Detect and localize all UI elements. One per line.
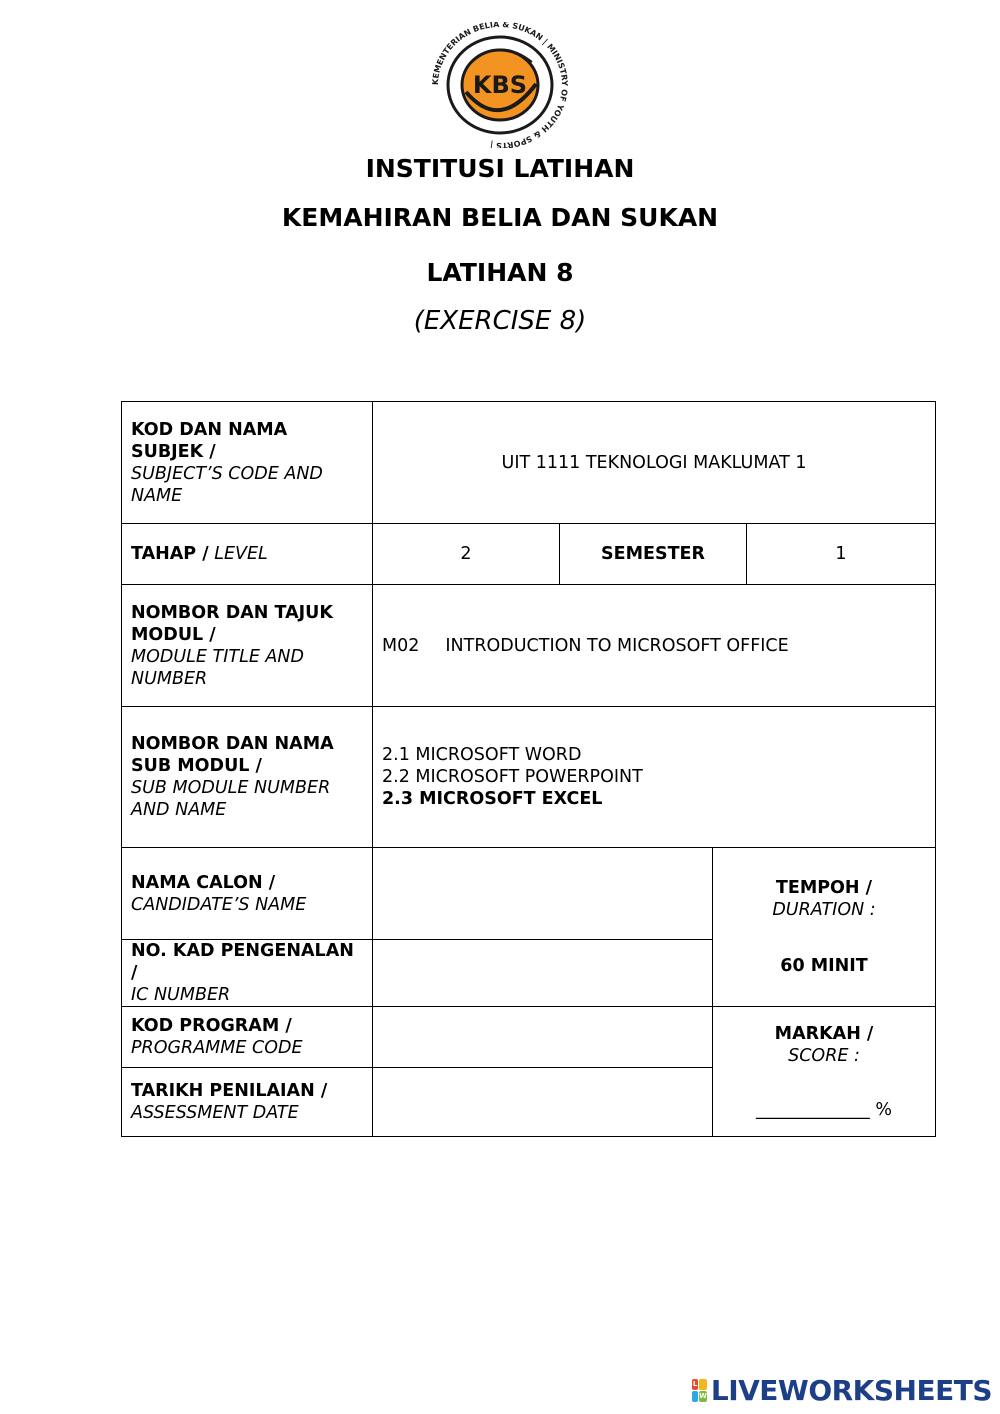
subject-label-en: SUBJECT’S CODE AND NAME — [131, 463, 323, 506]
module-label: NOMBOR DAN TAJUK MODUL / — [131, 602, 333, 645]
candidate-label-en: CANDIDATE’S NAME — [131, 894, 307, 915]
program-row — [122, 1007, 936, 1068]
date-label-en: ASSESSMENT DATE — [131, 1103, 299, 1123]
module-value-cell — [373, 585, 936, 707]
level-row — [122, 524, 936, 585]
score-unit: % — [875, 1099, 892, 1120]
score-cell — [713, 1007, 936, 1137]
date-label: TARIKH PENILAIAN / — [131, 1081, 328, 1101]
ic-label-cell — [122, 940, 373, 1007]
date-label-cell — [122, 1068, 373, 1137]
duration-label-en: DURATION : — [772, 900, 876, 920]
level-label-cell — [122, 524, 373, 585]
program-label: KOD PROGRAM / — [131, 1016, 292, 1036]
kbs-logo-text: KBS — [472, 71, 528, 99]
module-label-en: MODULE TITLE AND NUMBER — [131, 646, 304, 689]
institution-title: INSTITUSI LATIHAN — [365, 154, 635, 183]
submodule-row — [122, 707, 936, 848]
exercise-title: LATIHAN 8 — [426, 258, 574, 287]
kbs-logo — [424, 22, 576, 148]
program-code-field[interactable] — [373, 1007, 713, 1068]
ic-label-en: IC NUMBER — [131, 985, 231, 1005]
assessment-date-field[interactable] — [373, 1068, 713, 1137]
ic-label: NO. KAD PENGENALAN / — [131, 941, 354, 983]
lw-icon-letter-w: W — [699, 1392, 707, 1400]
program-label-cell — [122, 1007, 373, 1068]
score-label: MARKAH / — [774, 1023, 874, 1044]
module-title: INTRODUCTION TO MICROSOFT OFFICE — [445, 635, 789, 656]
module-row — [122, 585, 936, 707]
lw-icon-letter-l: L — [692, 1380, 698, 1388]
candidate-name-field[interactable] — [373, 848, 713, 940]
submodule-label-en: SUB MODULE NUMBER AND NAME — [131, 778, 331, 820]
submodule-label-cell — [122, 707, 373, 848]
candidate-label-cell — [122, 848, 373, 940]
subject-label: KOD DAN NAMA SUBJEK / — [131, 419, 288, 462]
module-label-cell — [122, 585, 373, 707]
submodule-label: NOMBOR DAN NAMA SUB MODUL / — [131, 734, 334, 776]
kbs-ring-text: KEMENTERIAN BELIA & SUKAN | MINISTRY OF YOUTH & SPORTS | — [430, 22, 570, 148]
candidate-row — [122, 848, 936, 940]
program-label-en: PROGRAMME CODE — [131, 1038, 303, 1058]
exercise-info-table — [121, 401, 936, 1137]
exercise-subtitle: (EXERCISE 8) — [413, 306, 587, 336]
score-blank[interactable]: _____________ — [756, 1099, 870, 1120]
duration-value: 60 MINIT — [780, 956, 868, 976]
submodule-list — [373, 707, 936, 848]
liveworksheets-text: LIVEWORKSHEETS — [710, 1373, 992, 1407]
semester-value: 1 — [747, 524, 936, 585]
subject-label-cell — [122, 402, 373, 524]
liveworksheets-watermark — [692, 1372, 992, 1408]
institution-subtitle: KEMAHIRAN BELIA DAN SUKAN — [281, 203, 719, 232]
submodule-item: 2.1 MICROSOFT WORD — [382, 745, 582, 765]
submodule-item: 2.2 MICROSOFT POWERPOINT — [382, 767, 643, 787]
duration-cell — [713, 848, 936, 1007]
level-label: TAHAP / — [131, 544, 209, 564]
subject-value: UIT 1111 TEKNOLOGI MAKLUMAT 1 — [373, 402, 936, 524]
semester-label: SEMESTER — [560, 524, 747, 585]
level-label-en: LEVEL — [214, 544, 268, 564]
subject-row — [122, 402, 936, 524]
module-code: M02 — [382, 635, 420, 656]
ic-number-field[interactable] — [373, 940, 713, 1007]
level-value: 2 — [373, 524, 560, 585]
liveworksheets-icon — [692, 1379, 707, 1401]
submodule-item-current: 2.3 MICROSOFT EXCEL — [382, 789, 603, 809]
candidate-label: NAMA CALON / — [131, 872, 276, 893]
score-label-en: SCORE : — [788, 1045, 860, 1066]
duration-label: TEMPOH / — [775, 878, 873, 898]
kbs-emblem-icon — [424, 22, 576, 148]
